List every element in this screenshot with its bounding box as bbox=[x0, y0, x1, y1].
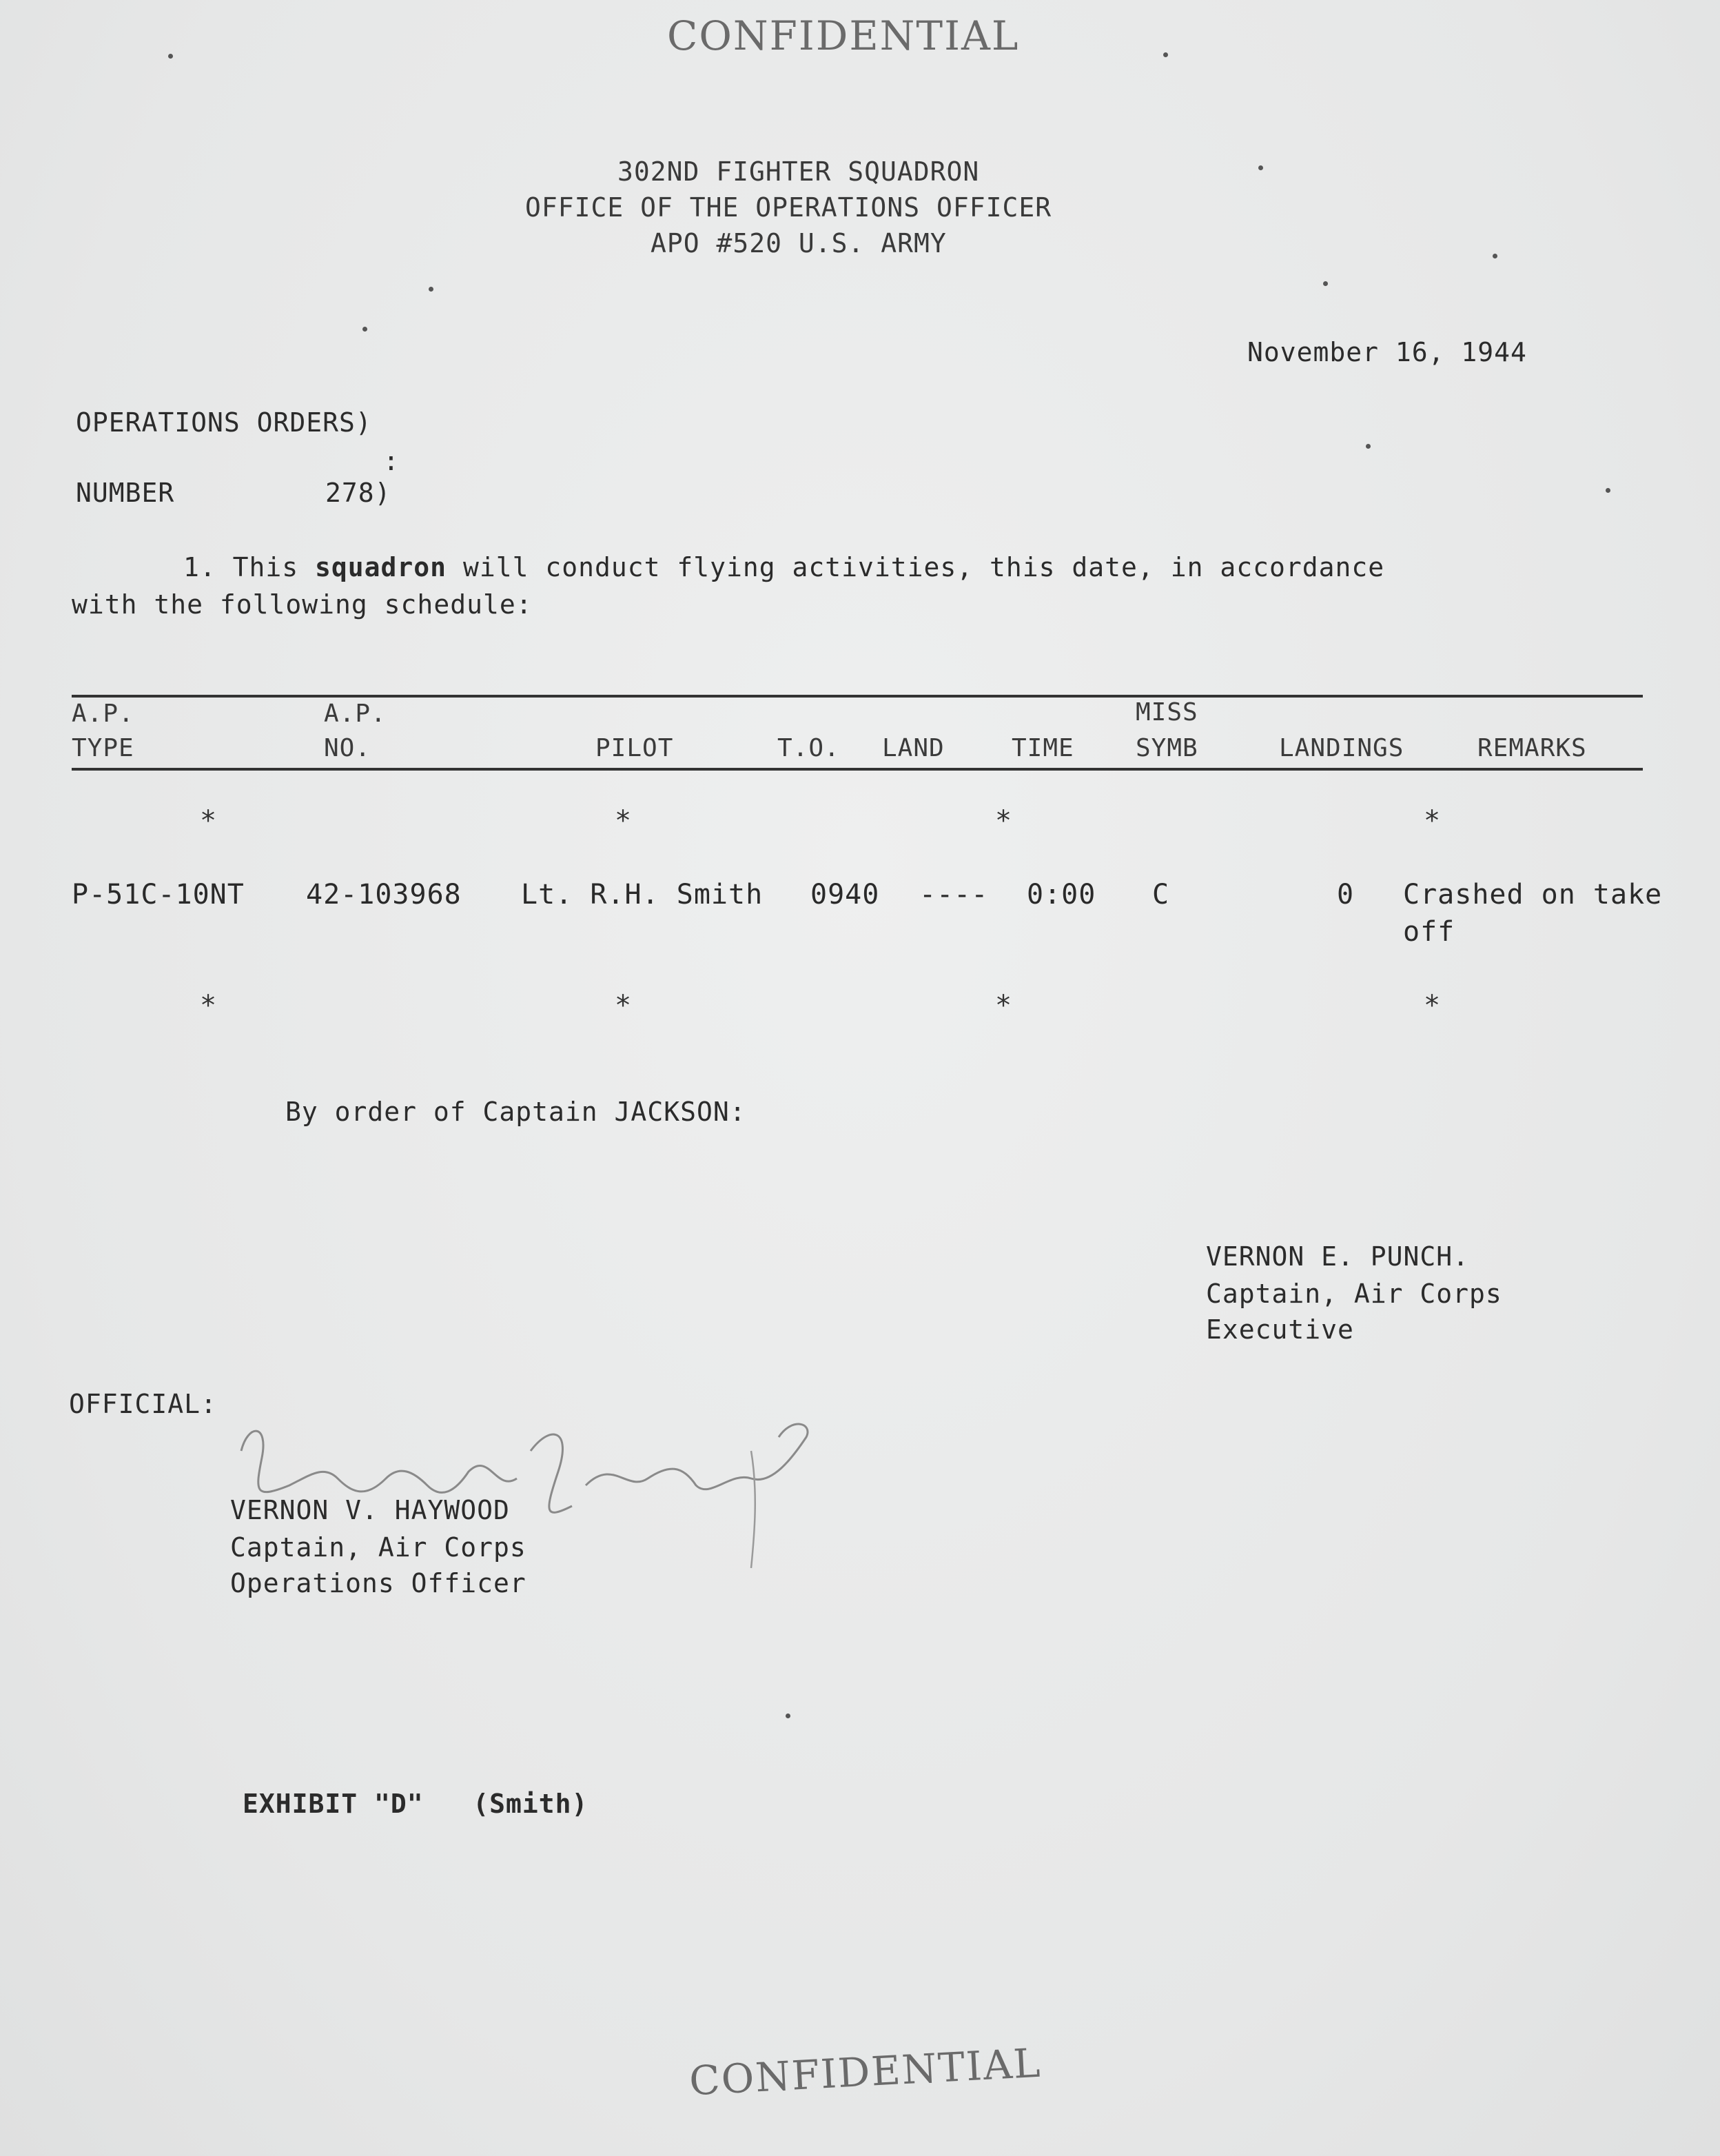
separator-star: * bbox=[200, 805, 217, 837]
col-ap-type-line-1: A.P. bbox=[72, 700, 134, 728]
confidential-stamp-bottom: CONFIDENTIAL bbox=[688, 2039, 1043, 2105]
row-remarks-line-2: off bbox=[1403, 916, 1455, 948]
paragraph-line-2: with the following schedule: bbox=[72, 589, 533, 620]
row-pilot: Lt. R.H. Smith bbox=[521, 879, 764, 911]
separator-star: * bbox=[1424, 990, 1441, 1021]
order-number: 278) bbox=[325, 478, 391, 508]
executive-rank: Captain, Air Corps bbox=[1206, 1279, 1502, 1309]
scan-speck bbox=[168, 54, 173, 59]
separator-star: * bbox=[200, 990, 217, 1021]
paragraph-bold-word: squadron bbox=[315, 552, 447, 582]
executive-name: VERNON E. PUNCH. bbox=[1206, 1241, 1470, 1272]
operations-orders-label: OPERATIONS ORDERS) bbox=[76, 407, 372, 438]
scan-speck bbox=[1258, 165, 1263, 170]
table-top-rule bbox=[72, 695, 1643, 698]
official-name: VERNON V. HAYWOOD bbox=[230, 1495, 510, 1525]
row-land: ---- bbox=[919, 879, 989, 911]
orders-colon: : bbox=[383, 446, 400, 476]
scan-speck bbox=[1606, 488, 1610, 493]
table-header-rule bbox=[72, 768, 1643, 771]
separator-star: * bbox=[615, 990, 632, 1021]
col-time: TIME bbox=[1012, 734, 1074, 762]
document-date: November 16, 1944 bbox=[1247, 337, 1527, 367]
apo-address: APO #520 U.S. ARMY bbox=[651, 228, 947, 258]
official-title: Operations Officer bbox=[230, 1568, 526, 1598]
scan-speck bbox=[1323, 281, 1328, 286]
col-to: T.O. bbox=[777, 734, 840, 762]
separator-star: * bbox=[995, 990, 1012, 1021]
row-to: 0940 bbox=[810, 879, 880, 911]
number-label: NUMBER bbox=[76, 478, 175, 508]
row-ap-no: 42-103968 bbox=[306, 879, 462, 911]
separator-star: * bbox=[995, 805, 1012, 837]
row-ap-type: P-51C-10NT bbox=[72, 879, 245, 911]
by-order-line: By order of Captain JACKSON: bbox=[285, 1097, 746, 1127]
col-ap-no-line-2: NO. bbox=[324, 734, 371, 762]
separator-star: * bbox=[1424, 805, 1441, 837]
row-miss-symb: C bbox=[1152, 879, 1170, 911]
scan-speck bbox=[786, 1713, 790, 1718]
scan-speck bbox=[1366, 444, 1371, 449]
col-remarks: REMARKS bbox=[1477, 734, 1587, 762]
scan-speck bbox=[1163, 52, 1168, 57]
scan-speck bbox=[1493, 254, 1497, 258]
col-landings: LANDINGS bbox=[1279, 734, 1404, 762]
col-miss-line-1: MISS bbox=[1136, 698, 1198, 726]
paragraph-suffix: will conduct flying activities, this date, in accordance bbox=[447, 552, 1385, 582]
exhibit-label: EXHIBIT "D" (Smith) bbox=[243, 1789, 588, 1819]
col-ap-no-line-1: A.P. bbox=[324, 700, 387, 728]
official-label: OFFICIAL: bbox=[69, 1389, 217, 1419]
office-name: OFFICE OF THE OPERATIONS OFFICER bbox=[525, 192, 1052, 223]
separator-star: * bbox=[615, 805, 632, 837]
col-ap-type-line-2: TYPE bbox=[72, 734, 134, 762]
col-land: LAND bbox=[882, 734, 945, 762]
confidential-stamp-top: CONFIDENTIAL bbox=[667, 12, 1020, 59]
col-miss-line-2: SYMB bbox=[1136, 734, 1198, 762]
official-rank: Captain, Air Corps bbox=[230, 1532, 526, 1563]
row-time: 0:00 bbox=[1027, 879, 1096, 911]
scan-speck bbox=[362, 327, 367, 332]
col-pilot: PILOT bbox=[595, 734, 674, 762]
executive-title: Executive bbox=[1206, 1314, 1354, 1345]
paragraph-line-1 bbox=[183, 554, 1384, 580]
row-landings: 0 bbox=[1337, 879, 1355, 911]
paragraph-prefix: 1. This bbox=[183, 552, 316, 582]
row-remarks-line-1: Crashed on take bbox=[1403, 879, 1663, 911]
unit-name: 302ND FIGHTER SQUADRON bbox=[617, 156, 980, 187]
scan-speck bbox=[429, 287, 433, 292]
